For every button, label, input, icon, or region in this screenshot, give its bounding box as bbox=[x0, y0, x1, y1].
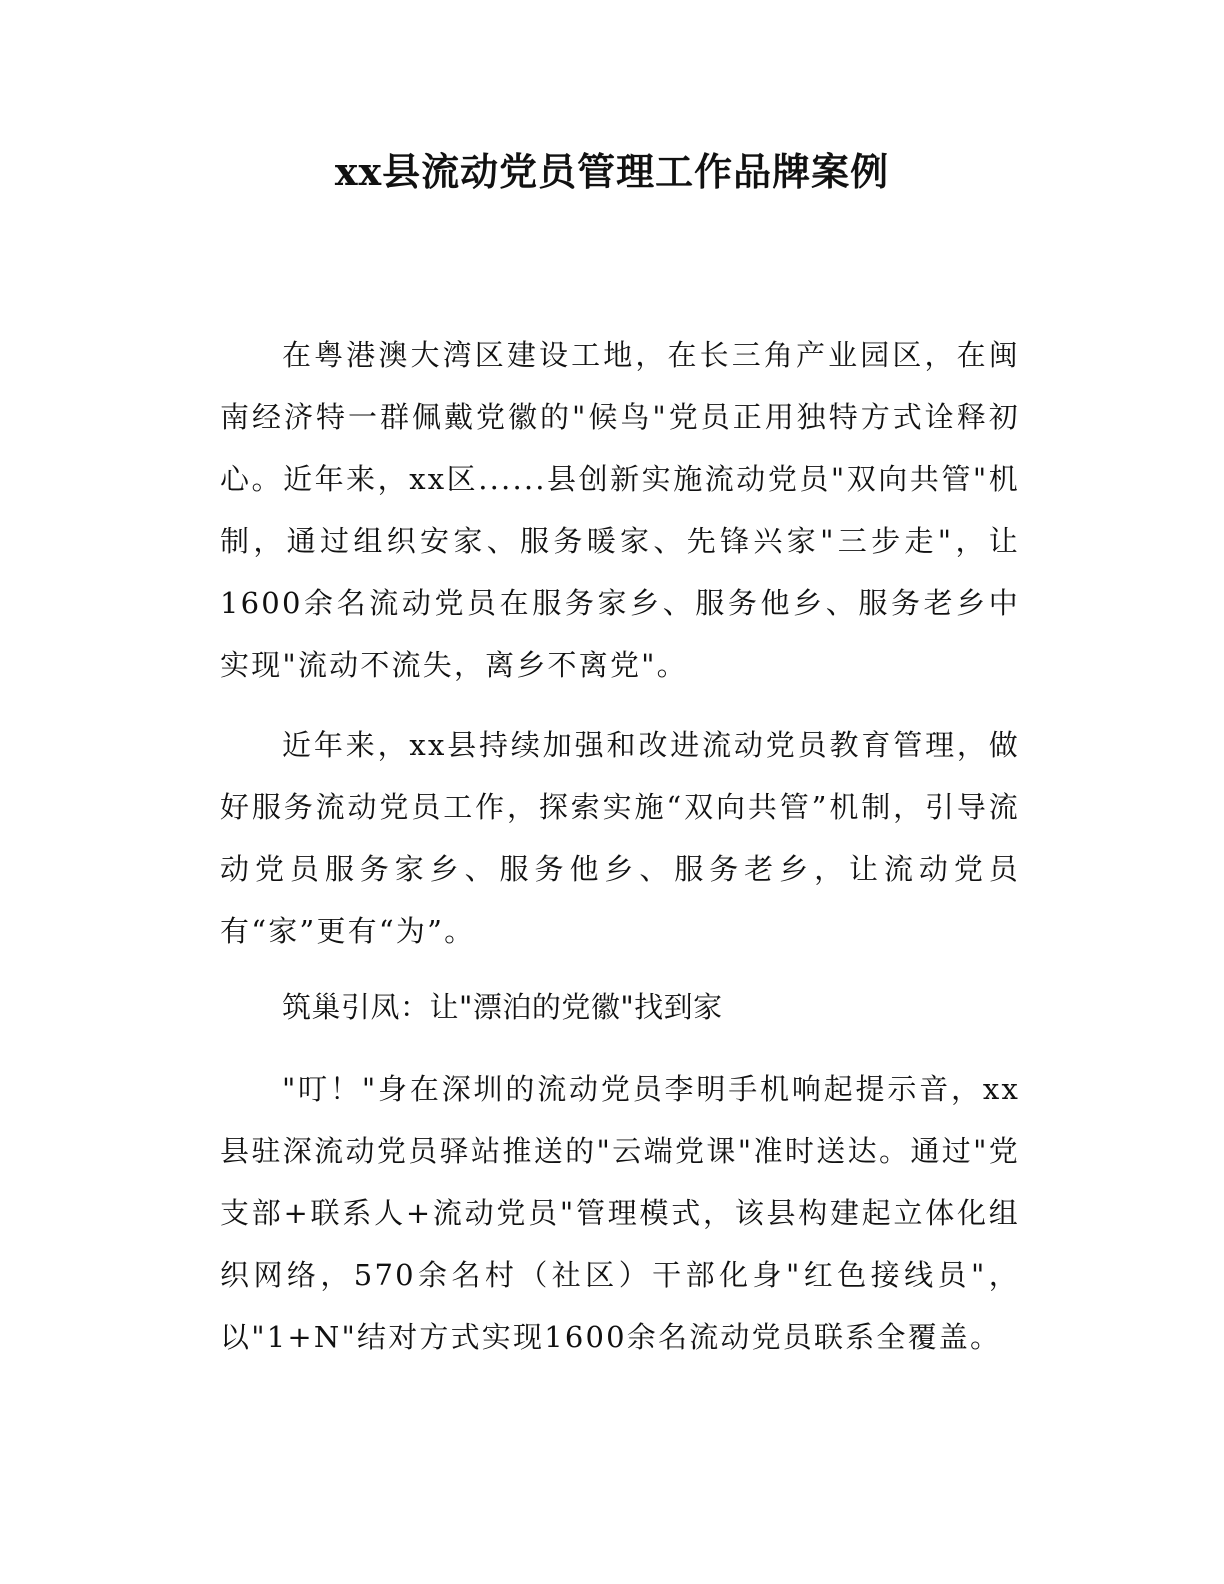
intro-paragraph: 在粤港澳大湾区建设工地，在长三角产业园区，在闽南经济特一群佩戴党徽的"候鸟"党员正用独特方式诠释初心。近年来，xx区......县创新实施流动党员"双向共管"机制，通过组织安家、服务暖家、先锋兴家"三步走"，让1600余名流动党员在服务家乡、服务他乡、服务老乡中实现"流动不流失，离乡不离党"。 bbox=[220, 338, 1020, 682]
summary-paragraph: 近年来，xx县持续加强和改进流动党员教育管理，做好服务流动党员工作，探索实施“双向共管”机制，引导流动党员服务家乡、服务他乡、服务老乡，让流动党员有“家”更有“为”。 bbox=[220, 728, 1020, 948]
document-title: xx县流动党员管理工作品牌案例 bbox=[334, 149, 890, 194]
section-heading: 筑巢引凤：让"漂泊的党徽"找到家 bbox=[282, 990, 723, 1024]
section-paragraph: "叮！"身在深圳的流动党员李明手机响起提示音，xx县驻深流动党员驿站推送的"云端党课"准时送达。通过"党支部+联系人+流动党员"管理模式，该县构建起立体化组织网络，570余名村（社区）干部化身"红色接线员"，以"1+N"结对方式实现1600余名流动党员联系全覆盖。 bbox=[220, 1072, 1020, 1354]
